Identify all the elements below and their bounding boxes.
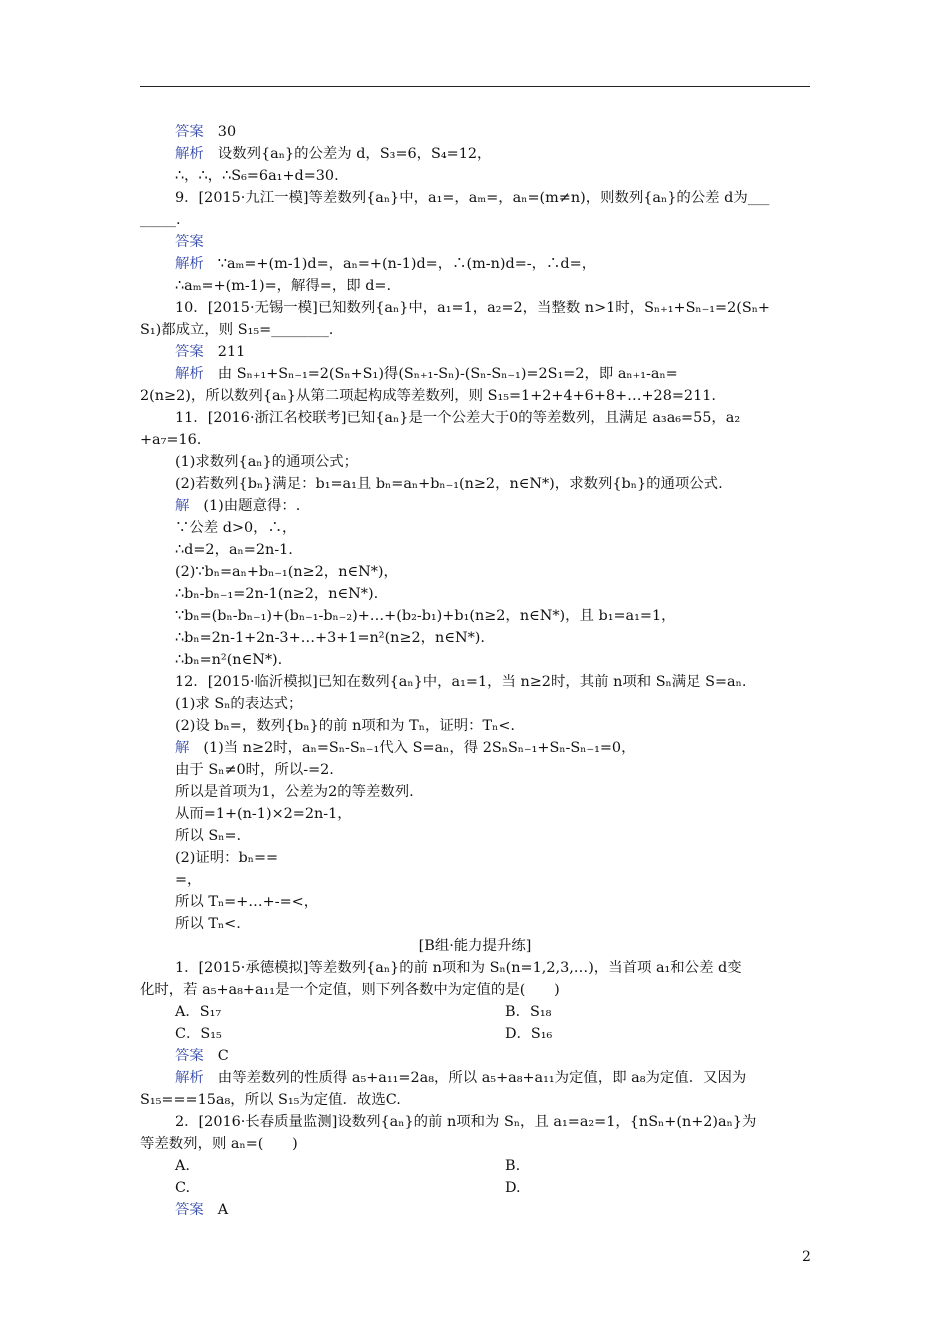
text-line bbox=[140, 913, 810, 935]
text-line bbox=[140, 803, 810, 825]
line-text: (2)∵bₙ=aₙ+bₙ₋₁(n≥2，n∈N*)， bbox=[175, 564, 398, 580]
option-right: B．S₁₈ bbox=[505, 1004, 552, 1020]
line-text: 30 bbox=[217, 124, 237, 140]
text-line bbox=[140, 187, 810, 209]
text-line bbox=[140, 319, 810, 341]
text-line bbox=[140, 781, 810, 803]
line-text: ∵aₘ=+(m-1)d=，aₙ=+(n-1)d=，∴(m-n)d=-，∴d=， bbox=[217, 256, 597, 272]
text-line bbox=[140, 561, 810, 583]
line-text: 设数列{aₙ}的公差为 d，S₃=6，S₄=12， bbox=[217, 146, 492, 162]
line-text: ∵bₙ=(bₙ-bₙ₋₁)+(bₙ₋₁-bₙ₋₂)+…+(b₂-b₁)+b₁(n≥2，n∈N*)，且 b₁=a₁=1， bbox=[175, 608, 676, 624]
text-line bbox=[140, 495, 810, 517]
answer-label: 解析 bbox=[175, 1070, 204, 1086]
section-heading bbox=[140, 935, 810, 957]
line-text: 由 Sₙ₊₁+Sₙ₋₁=2(Sₙ+S₁)得(Sₙ₊₁-Sₙ)-(Sₙ-Sₙ₋₁)=2S₁=2，即 aₙ₊₁-aₙ= bbox=[217, 366, 678, 382]
text-line bbox=[140, 847, 810, 869]
document-body bbox=[140, 121, 810, 1221]
line-text: (1)当 n≥2时，aₙ=Sₙ-Sₙ₋₁代入 S=aₙ，得 2SₙSₙ₋₁+Sₙ-Sₙ₋₁=0， bbox=[203, 740, 636, 756]
line-text: 化时，若 a₅+a₈+a₁₁是一个定值，则下列各数中为定值的是( ) bbox=[140, 982, 560, 998]
answer-label: 解析 bbox=[175, 366, 204, 382]
line-text: _____. bbox=[140, 212, 181, 228]
line-text: 9．[2015·九江一模]等差数列{aₙ}中，a₁=，aₘ=，aₙ=(m≠n)，则数列{aₙ}的公差 d为___ bbox=[175, 190, 770, 206]
line-text: 等差数列，则 aₙ=( ) bbox=[140, 1136, 298, 1152]
line-text: [B组·能力提升练] bbox=[418, 938, 532, 954]
option-row bbox=[140, 1001, 810, 1023]
text-line bbox=[140, 605, 810, 627]
line-text: ∴，∴，∴S₆=6a₁+d=30. bbox=[175, 168, 339, 184]
line-text: ∴bₙ=2n-1+2n-3+…+3+1=n²(n≥2，n∈N*). bbox=[175, 630, 485, 646]
line-text: 由等差数列的性质得 a₅+a₁₁=2a₈，所以 a₅+a₈+a₁₁为定值，即 a₈为定值．又因为 bbox=[217, 1070, 747, 1086]
option-right: D．S₁₆ bbox=[505, 1026, 553, 1042]
line-text: 所以 Tₙ=+…+-=<， bbox=[175, 894, 319, 910]
text-line bbox=[140, 1089, 810, 1111]
line-text: C bbox=[217, 1048, 229, 1064]
text-line bbox=[140, 869, 810, 891]
answer-label: 解析 bbox=[175, 256, 204, 272]
text-line bbox=[140, 759, 810, 781]
line-text: (2)证明：bₙ== bbox=[175, 850, 279, 866]
line-text: S₁)都成立，则 S₁₅=________. bbox=[140, 322, 334, 338]
line-text: 211 bbox=[217, 344, 246, 360]
text-line bbox=[140, 297, 810, 319]
line-text: ∵公差 d>0，∴， bbox=[175, 520, 297, 536]
text-line bbox=[140, 715, 810, 737]
text-line bbox=[140, 165, 810, 187]
line-text: 1．[2015·承德模拟]等差数列{aₙ}的前 n项和为 Sₙ(n=1,2,3,…)，当首项 a₁和公差 d变 bbox=[175, 960, 742, 976]
text-line bbox=[140, 517, 810, 539]
text-line bbox=[140, 253, 810, 275]
line-text: 由于 Sₙ≠0时，所以-=2. bbox=[175, 762, 334, 778]
text-line bbox=[140, 231, 810, 253]
line-text: 2．[2016·长春质量监测]设数列{aₙ}的前 n项和为 Sₙ，且 a₁=a₂=1，{nSₙ+(n+2)aₙ}为 bbox=[175, 1114, 757, 1130]
text-line bbox=[140, 979, 810, 1001]
line-text: (2)若数列{bₙ}满足：b₁=a₁且 bₙ=aₙ+bₙ₋₁(n≥2，n∈N*)，求数列{bₙ}的通项公式. bbox=[175, 476, 723, 492]
line-text: (2)设 bₙ=，数列{bₙ}的前 n项和为 Tₙ，证明：Tₙ<. bbox=[175, 718, 515, 734]
answer-label: 答案 bbox=[175, 1048, 204, 1064]
line-text: ∴bₙ-bₙ₋₁=2n-1(n≥2，n∈N*). bbox=[175, 586, 379, 602]
option-right: D. bbox=[505, 1180, 521, 1196]
text-line bbox=[140, 407, 810, 429]
line-text: =， bbox=[175, 872, 202, 888]
answer-label: 答案 bbox=[175, 124, 204, 140]
answer-label: 解 bbox=[175, 498, 190, 514]
line-text: 所以是首项为1，公差为2的等差数列. bbox=[175, 784, 414, 800]
line-text: A bbox=[217, 1202, 229, 1218]
text-line bbox=[140, 143, 810, 165]
text-line bbox=[140, 891, 810, 913]
text-line bbox=[140, 121, 810, 143]
line-text: (1)由题意得：. bbox=[203, 498, 301, 514]
line-text: ∴bₙ=n²(n∈N*). bbox=[175, 652, 283, 668]
answer-label: 解析 bbox=[175, 146, 204, 162]
text-line bbox=[140, 1067, 810, 1089]
text-line bbox=[140, 539, 810, 561]
option-left: A. bbox=[175, 1158, 190, 1174]
text-line bbox=[140, 1111, 810, 1133]
option-left: C. bbox=[175, 1180, 191, 1196]
text-line bbox=[140, 385, 810, 407]
line-text: (1)求数列{aₙ}的通项公式； bbox=[175, 454, 359, 470]
header-rule bbox=[140, 86, 810, 87]
text-line bbox=[140, 341, 810, 363]
text-line bbox=[140, 693, 810, 715]
line-text: 2(n≥2)，所以数列{aₙ}从第二项起构成等差数列，则 S₁₅=1+2+4+6+8+…+28=211. bbox=[140, 388, 716, 404]
option-row bbox=[140, 1177, 810, 1199]
line-text: 所以 Sₙ=. bbox=[175, 828, 242, 844]
text-line bbox=[140, 583, 810, 605]
answer-label: 答案 bbox=[175, 344, 204, 360]
line-text: 所以 Tₙ<. bbox=[175, 916, 241, 932]
text-line bbox=[140, 957, 810, 979]
option-right: B. bbox=[505, 1158, 521, 1174]
text-line bbox=[140, 363, 810, 385]
text-line bbox=[140, 737, 810, 759]
line-text: (1)求 Sₙ的表达式； bbox=[175, 696, 303, 712]
text-line bbox=[140, 671, 810, 693]
text-line bbox=[140, 209, 810, 231]
line-text: S₁₅===15a₈，所以 S₁₅为定值．故选C. bbox=[140, 1092, 401, 1108]
option-row bbox=[140, 1023, 810, 1045]
line-text: +a₇=16. bbox=[140, 432, 202, 448]
line-text: 12．[2015·临沂模拟]已知在数列{aₙ}中，a₁=1，当 n≥2时，其前 n项和 Sₙ满足 S=aₙ. bbox=[175, 674, 747, 690]
text-line bbox=[140, 627, 810, 649]
text-line bbox=[140, 429, 810, 451]
text-line bbox=[140, 1045, 810, 1067]
option-left: A．S₁₇ bbox=[175, 1004, 222, 1020]
text-line bbox=[140, 473, 810, 495]
line-text: 11．[2016·浙江名校联考]已知{aₙ}是一个公差大于0的等差数列，且满足 a₃a₆=55，a₂ bbox=[175, 410, 741, 426]
line-text: 10．[2015·无锡一模]已知数列{aₙ}中，a₁=1，a₂=2，当整数 n>1时，Sₙ₊₁+Sₙ₋₁=2(Sₙ+ bbox=[175, 300, 770, 316]
line-text: 从而=1+(n-1)×2=2n-1， bbox=[175, 806, 352, 822]
option-left: C．S₁₅ bbox=[175, 1026, 222, 1042]
option-row bbox=[140, 1155, 810, 1177]
answer-label: 答案 bbox=[175, 234, 204, 250]
answer-label: 答案 bbox=[175, 1202, 204, 1218]
line-text: ∴d=2，aₙ=2n-1. bbox=[175, 542, 293, 558]
answer-label: 解 bbox=[175, 740, 190, 756]
text-line bbox=[140, 1199, 810, 1221]
text-line bbox=[140, 825, 810, 847]
text-line bbox=[140, 275, 810, 297]
text-line bbox=[140, 451, 810, 473]
text-line bbox=[140, 1133, 810, 1155]
line-text: ∴aₘ=+(m-1)=，解得=，即 d=. bbox=[175, 278, 392, 294]
page-number: 2 bbox=[802, 1249, 811, 1265]
text-line bbox=[140, 649, 810, 671]
